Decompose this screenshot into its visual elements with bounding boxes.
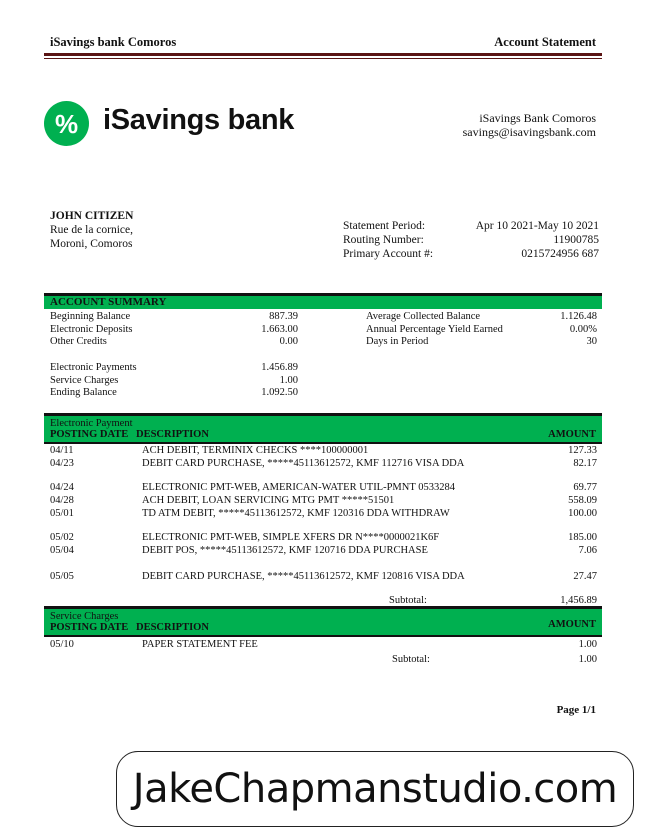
row-date: 05/01 [50,508,74,519]
column-header-amount: AMOUNT [548,429,596,440]
summary-row [50,324,298,337]
row-amount: 558.09 [568,495,597,506]
row-amount: 185.00 [568,532,597,543]
row-date: 05/05 [50,571,74,582]
summary-row [366,324,597,337]
account-summary-header [44,296,602,309]
summary-value: 887.39 [269,311,298,322]
row-amount: 100.00 [568,508,597,519]
service-charges-header-rule [44,635,602,637]
service-charges-subtotal-label: Subtotal: [392,654,430,665]
header-doc-title: Account Statement [494,35,596,49]
watermark-banner [116,751,634,827]
primary-account-label: Primary Account #: [343,248,434,260]
summary-label: Electronic Deposits [50,323,133,335]
column-header-amount: AMOUNT [548,619,596,630]
row-description: ELECTRONIC PMT-WEB, AMERICAN-WATER UTIL-PMNT 0533284 [142,482,455,493]
row-description: ACH DEBIT, LOAN SERVICING MTG PMT *****51501 [142,495,395,506]
row-amount: 7.06 [578,545,597,556]
header-bank-name: iSavings bank Comoros [50,35,177,49]
row-description: ACH DEBIT, TERMINIX CHECKS ****100000001 [142,445,369,456]
summary-label: Electronic Payments [50,362,137,373]
customer-block [50,209,133,251]
row-date: 04/11 [50,445,74,456]
bank-contact-name: iSavings Bank Comoros [479,111,596,125]
logo-symbol: % [54,108,79,139]
section-title: Service Charges [50,611,119,622]
service-charges-header [44,609,602,635]
header-rule-thin [44,58,602,59]
primary-account-row [343,247,599,261]
column-header-date: POSTING DATE [50,429,129,440]
bank-logo-icon [44,101,89,146]
summary-left-group1 [50,311,298,349]
row-description: DEBIT POS, *****45113612572, KMF 120716 DDA PURCHASE [142,545,428,556]
bank-contact-email: savings@isavingsbank.com [462,125,596,139]
routing-number-value: 11900785 [553,234,599,246]
summary-value: 1.456.89 [261,362,298,373]
row-amount: 82.17 [573,458,597,469]
row-description: TD ATM DEBIT, *****45113612572, KMF 120316 DDA WITHDRAW [142,508,450,519]
statement-period-value: Apr 10 2021-May 10 2021 [475,220,599,232]
statement-period-row [343,219,599,233]
customer-address-line2: Moroni, Comoros [50,238,133,250]
column-header-description: DESCRIPTION [136,622,209,633]
bank-contact [463,111,596,139]
summary-right-group [366,311,597,349]
row-date: 05/10 [50,639,74,650]
bank-logo-name: iSavings bank [103,104,295,136]
row-description: ELECTRONIC PMT-WEB, SIMPLE XFERS DR N****0000021K6F [142,532,440,543]
row-date: 04/23 [50,458,74,469]
summary-label: Ending Balance [50,387,117,398]
routing-number-label: Routing Number: [343,234,424,246]
row-description: DEBIT CARD PURCHASE, *****45113612572, KMF 112716 VISA DDA [142,458,465,469]
summary-value: 0.00 [279,336,298,347]
summary-label: Service Charges [50,374,119,386]
row-date: 05/02 [50,532,74,543]
summary-label: Days in Period [366,336,429,347]
service-charges-subtotal-value: 1.00 [578,654,597,665]
summary-value: 1.00 [279,374,298,386]
electronic-payment-header-rule [44,442,602,444]
column-header-description: DESCRIPTION [136,429,209,440]
summary-row [50,375,298,388]
routing-number-row [343,233,599,247]
primary-account-value: 0215724956 687 [521,248,599,260]
row-date: 04/24 [50,482,74,493]
summary-row [50,362,298,375]
electronic-payment-subtotal-label: Subtotal: [389,595,427,606]
summary-row [50,387,298,400]
summary-row [366,311,597,324]
customer-name: JOHN CITIZEN [50,210,134,222]
summary-label: Average Collected Balance [366,311,481,322]
section-title: Electronic Payment [50,418,133,429]
page-number: Page 1/1 [556,704,596,716]
electronic-payment-subtotal-value: 1,456.89 [560,595,597,606]
row-amount: 69.77 [573,482,597,493]
row-date: 05/04 [50,545,74,556]
electronic-payment-header [44,416,602,442]
summary-value: 1.663.00 [261,323,298,335]
row-description: PAPER STATEMENT FEE [142,639,258,650]
summary-value: 30 [586,336,597,347]
summary-value: 1.126.48 [560,311,597,322]
summary-left-group2 [50,362,298,400]
column-header-date: POSTING DATE [50,622,129,633]
row-amount: 1.00 [578,639,597,650]
summary-value: 1.092.50 [261,387,298,398]
summary-row [50,311,298,324]
row-description: DEBIT CARD PURCHASE, *****45113612572, KMF 120816 VISA DDA [142,571,465,582]
row-amount: 127.33 [568,445,597,456]
summary-label: Beginning Balance [50,311,131,322]
account-summary-title: ACCOUNT SUMMARY [50,296,167,308]
summary-row [50,336,298,349]
summary-label: Other Credits [50,336,107,347]
summary-label: Annual Percentage Yield Earned [366,323,503,335]
statement-info [343,219,599,261]
statement-period-label: Statement Period: [343,220,426,232]
customer-address-line1: Rue de la cornice, [50,224,134,236]
watermark-text: JakeChapmanstudio.com [132,766,618,812]
summary-value: 0.00% [569,323,597,335]
header-rule-thick [44,53,602,56]
row-amount: 27.47 [573,571,597,582]
row-date: 04/28 [50,495,74,506]
summary-row [366,336,597,349]
